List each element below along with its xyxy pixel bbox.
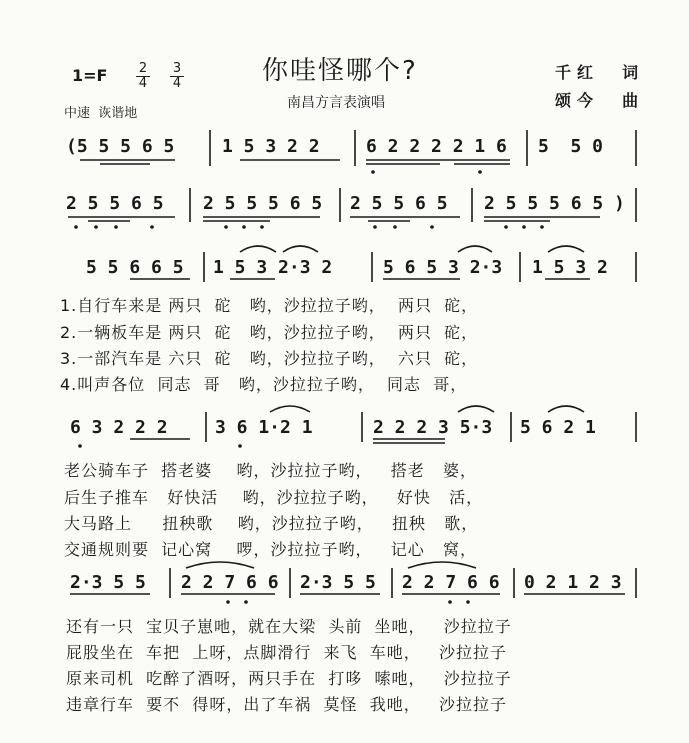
measure: 2 5 5 5 6 5 xyxy=(203,193,323,214)
key-signature: 1=F xyxy=(72,66,108,85)
song-subtitle: 南昌方言表演唱 xyxy=(287,95,385,111)
lyric-line: 原来司机 吃醉了酒呀，两只手在 打哆 嗦吔， 沙拉拉子 xyxy=(66,669,512,688)
measure: 1 5 3 2 2 xyxy=(222,136,320,157)
measure: 2 2 2 3 5·3 xyxy=(373,417,493,438)
song-title: 你哇怪哪个? xyxy=(262,56,418,86)
measure: 2 5 5 5 6 5 ) xyxy=(484,193,625,214)
lyric-line: 老公骑车子 搭老婆 哟，沙拉拉子哟， 搭老 婆， xyxy=(64,461,478,480)
time-signature-2-4: $\frac{2}{4}$ xyxy=(136,62,150,91)
measure: 2·3 5 5 xyxy=(70,572,146,593)
measure: (5 5 5 6 5 xyxy=(66,136,175,157)
lyric-line: 4.叫声各位 同志 哥 哟，沙拉拉子哟， 同志 哥， xyxy=(60,375,468,394)
lyricist-credit: 千红 词 xyxy=(555,63,645,82)
measure: 5 6 2 1 xyxy=(520,417,596,438)
measure: 6 3 2 2 2 xyxy=(70,417,168,438)
measure: 2 5 5 6 5 xyxy=(66,193,164,214)
measure: 3 6 1·2 1 xyxy=(215,417,313,438)
measure: 1 5 3 2 xyxy=(532,257,608,278)
lyric-line: 后生子推车 好快活 哟，沙拉拉子哟， 好快 活， xyxy=(64,488,484,507)
lyric-line: 交通规则要 记心窝 啰，沙拉拉子哟， 记心 窝， xyxy=(64,540,478,559)
measure: 1 5 3 2·3 2 xyxy=(213,257,333,278)
measure: 2·3 5 5 xyxy=(300,572,376,593)
measure: 2 5 5 6 5 xyxy=(350,193,448,214)
measure: 2 2 7 6 6 xyxy=(181,572,279,593)
tempo-marking: 中速 诙谐地 xyxy=(64,106,138,121)
measure: 2 2 7 6 6 xyxy=(402,572,500,593)
composer-credit: 颂今 曲 xyxy=(555,91,645,110)
lyric-line: 还有一只 宝贝子崽吔，就在大梁 头前 坐吔， 沙拉拉子 xyxy=(66,617,512,636)
measure: 0 2 1 2 3 xyxy=(524,572,622,593)
measure: 5 6 5 3 2·3 xyxy=(383,257,503,278)
lyric-line: 2.一辆板车是 两只 砣 哟，沙拉拉子哟， 两只 砣， xyxy=(60,323,479,342)
lyric-line: 屁股坐在 车把 上呀，点脚滑行 来飞 车吔， 沙拉拉子 xyxy=(66,643,507,662)
lyric-line: 违章行车 要不 得呀，出了车祸 莫怪 我吔， 沙拉拉子 xyxy=(66,695,507,714)
measure: 5 5 0 xyxy=(538,136,604,157)
measure: 5 5 6 6 5 xyxy=(86,257,184,278)
measure: 6 2 2 2 2 1 6 xyxy=(366,136,507,157)
lyric-line: 1.自行车来是 两只 砣 哟，沙拉拉子哟， 两只 砣， xyxy=(60,296,479,315)
lyric-line: 3.一部汽车是 六只 砣 哟，沙拉拉子哟， 六只 砣， xyxy=(60,349,479,368)
time-signature-3-4: $\frac{3}{4}$ xyxy=(170,62,184,91)
lyric-line: 大马路上 扭秧歌 哟，沙拉拉子哟， 扭秧 歌， xyxy=(64,514,479,533)
